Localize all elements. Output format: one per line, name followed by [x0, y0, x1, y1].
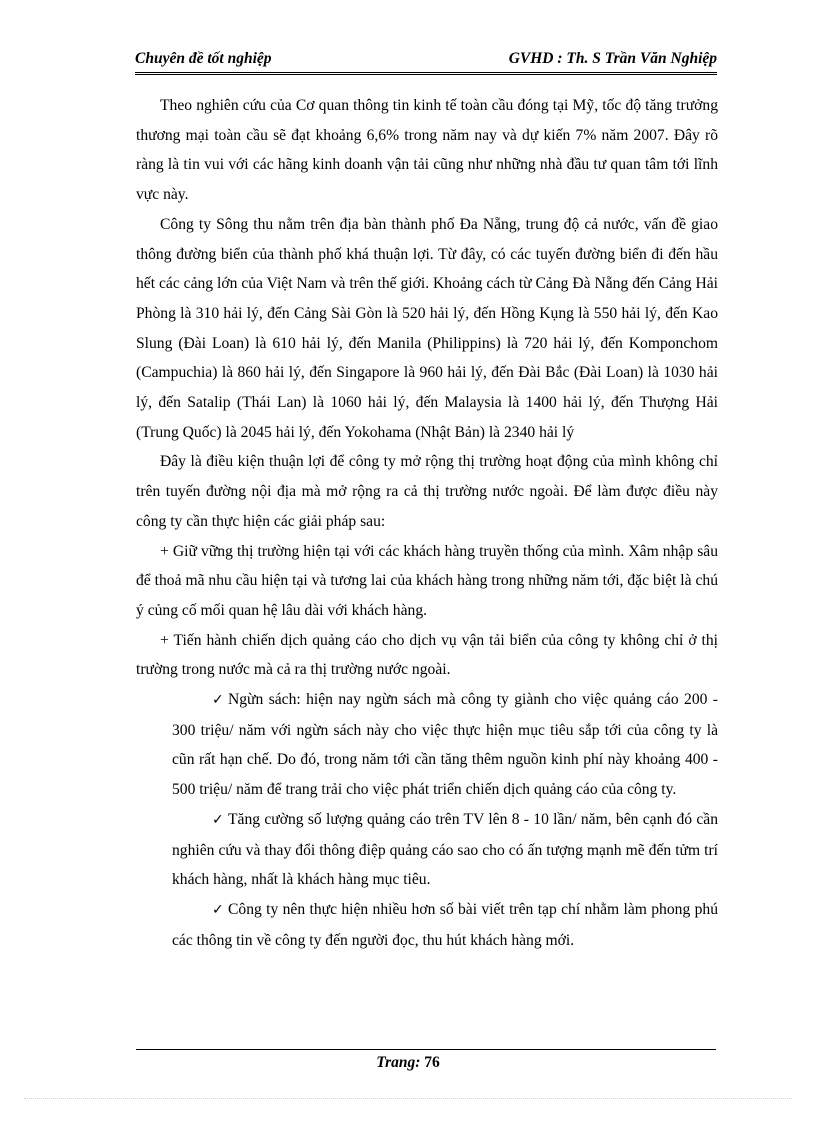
check-list	[136, 685, 718, 955]
paragraph-opportunity: Đây là điều kiện thuận lợi để công ty mở rộng thị trường hoạt động của mình không chỉ trên tuyến đường nội địa mà mở rộng ra cả thị trường nước ngoài. Để làm được điều này công ty cần thực hiện các giải pháp sau:	[136, 453, 718, 530]
page-header	[135, 48, 717, 75]
check-mark-icon: ✓	[212, 692, 224, 709]
header-advisor: GVHD : Th. S Trần Văn Nghiệp	[508, 50, 717, 67]
check-mark-icon: ✓	[212, 811, 224, 828]
paragraph-growth: Theo nghiên cứu của Cơ quan thông tin kinh tế toàn cầu đóng tại Mỹ, tốc độ tăng trưởng thương mại toàn cầu sẽ đạt khoảng 6,6% trong năm nay và dự kiến 7% năm 2007. Đây rõ ràng là tin vui với các hãng kinh doanh vận tải cũng như những nhà đầu tư quan tâm tới lĩnh vực này.	[136, 97, 718, 204]
header-title: Chuyên đề tốt nghiệp	[135, 50, 272, 67]
check-item-articles	[172, 895, 718, 955]
check-item-text: Công ty nên thực hiện nhiều hơn số bài viết trên tạp chí nhằm làm phong phú các thông tin về công ty đến người đọc, thu hút khách hàng mới.	[172, 900, 718, 949]
paragraph-location: Công ty Sông thu nằm trên địa bàn thành phố Đa Nẵng, trung độ cả nước, vấn đề giao thông đường biển của thành phố khá thuận lợi. Từ đây, có các tuyến đường biển đi đến hầu hết các cảng lớn của Việt Nam và trên thế giới. Khoảng cách từ Cảng Đà Nẵng đến Cảng Hải Phòng là 310 hải lý, đến Cảng Sài Gòn là 520 hải lý, đến Hồng Kụng là 550 hải lý, đến Kao Slung (Đài Loan) là 610 hải lý, đến Manila (Philippins) là 720 hải lý, đến Komponchom (Campuchia) là 860 hải lý, đến Singapore là 960 hải lý, đến Đài Bắc (Đài Loan) là 1030 hải lý, đến Satalip (Thái Lan) là 1060 hải lý, đến Malaysia là 1400 hải lý, đến Thượng Hải (Trung Quốc) là 2045 hải lý, đến Yokohama (Nhật Bản) là 2340 hải lý	[136, 215, 718, 441]
check-item-text: Ngừn sách: hiện nay ngừn sách mà công ty giành cho việc quảng cáo 200 - 300 triệu/ năm với ngừn sách này cho việc thực hiện mục tiêu sắp tới của công ty là cũn rất hạn chế. Do đó, trong năm tới cần tăng thêm nguồn kinh phí này khoảng 400 - 500 triệu/ năm để trang trải cho việc phát triển chiến dịch quảng cáo của công ty.	[172, 691, 718, 799]
check-mark-icon: ✓	[212, 901, 224, 918]
plus-item-retain-market: + Giữ vững thị trường hiện tại với các khách hàng truyền thống của mình. Xâm nhập sâu để thoả mã nhu cầu hiện tại và tương lai của khách hàng trong những năm tới, đặc biệt là chú ý củng cố mối quan hệ lâu dài với khách hàng.	[136, 542, 718, 619]
page-footer	[0, 1054, 816, 1072]
check-item-budget	[172, 685, 718, 805]
check-item-tv	[172, 805, 718, 895]
page-number-label: Trang:	[376, 1054, 421, 1071]
document-body	[136, 91, 718, 955]
footer-divider	[136, 1049, 716, 1050]
page-number: 76	[424, 1054, 440, 1071]
page-edge-divider	[24, 1098, 792, 1099]
plus-item-advertising: + Tiến hành chiến dịch quảng cáo cho dịch vụ vận tải biển của công ty không chỉ ở thị trường trong nước mà cả ra thị trường nước ngoài.	[136, 631, 718, 679]
check-item-text: Tăng cường số lượng quảng cáo trên TV lên 8 - 10 lần/ năm, bên cạnh đó cần nghiên cứu và thay đổi thông điệp quảng cáo sao cho có ấn tượng mạnh mẽ đến tửm trí khách hàng, nhất là khách hàng mục tiêu.	[172, 810, 718, 889]
